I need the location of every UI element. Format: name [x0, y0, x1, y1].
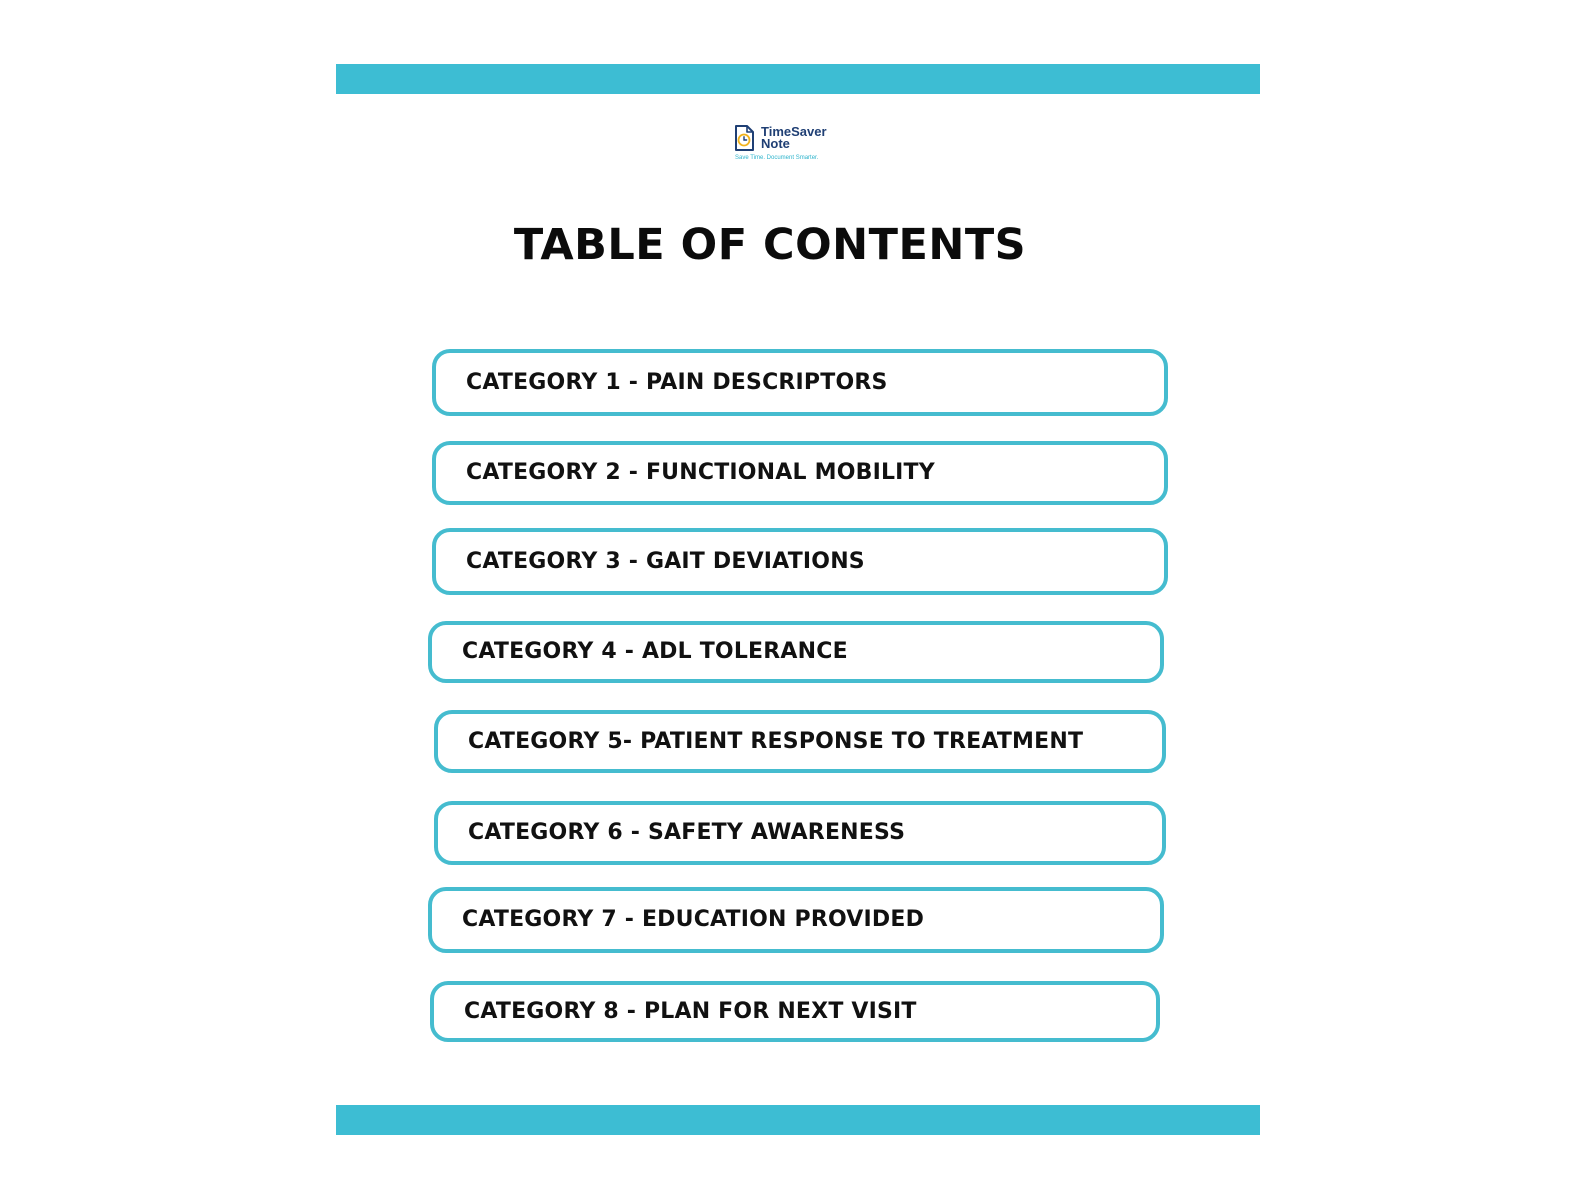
brand-logo: [733, 124, 843, 166]
toc-item-label: CATEGORY 3 - GAIT DEVIATIONS: [466, 548, 865, 574]
toc-item-category-7[interactable]: [428, 887, 1164, 953]
toc-item-label: CATEGORY 5- PATIENT RESPONSE TO TREATMENT: [468, 728, 1084, 754]
toc-item-category-6[interactable]: [434, 801, 1166, 865]
brand-tagline: Save Time. Document Smarter.: [735, 155, 819, 161]
toc-item-label: CATEGORY 4 - ADL TOLERANCE: [462, 639, 848, 664]
bottom-accent-bar: [336, 1105, 1260, 1135]
toc-item-category-4[interactable]: [428, 621, 1164, 683]
toc-item-category-5[interactable]: [434, 710, 1166, 773]
toc-item-category-8[interactable]: [430, 981, 1160, 1042]
top-accent-bar: [336, 64, 1260, 94]
toc-item-label: CATEGORY 7 - EDUCATION PROVIDED: [462, 907, 925, 932]
toc-item-category-1[interactable]: [432, 349, 1168, 416]
toc-item-category-2[interactable]: [432, 441, 1168, 505]
toc-item-label: CATEGORY 2 - FUNCTIONAL MOBILITY: [466, 460, 935, 485]
toc-item-category-3[interactable]: [432, 528, 1168, 595]
page-title: TABLE OF CONTENTS: [513, 220, 1027, 270]
brand-name: TimeSaver Note: [761, 124, 827, 151]
document-clock-icon: [733, 125, 755, 152]
toc-item-label: CATEGORY 8 - PLAN FOR NEXT VISIT: [464, 998, 917, 1024]
toc-item-label: CATEGORY 1 - PAIN DESCRIPTORS: [466, 369, 888, 395]
toc-item-label: CATEGORY 6 - SAFETY AWARENESS: [468, 820, 906, 845]
